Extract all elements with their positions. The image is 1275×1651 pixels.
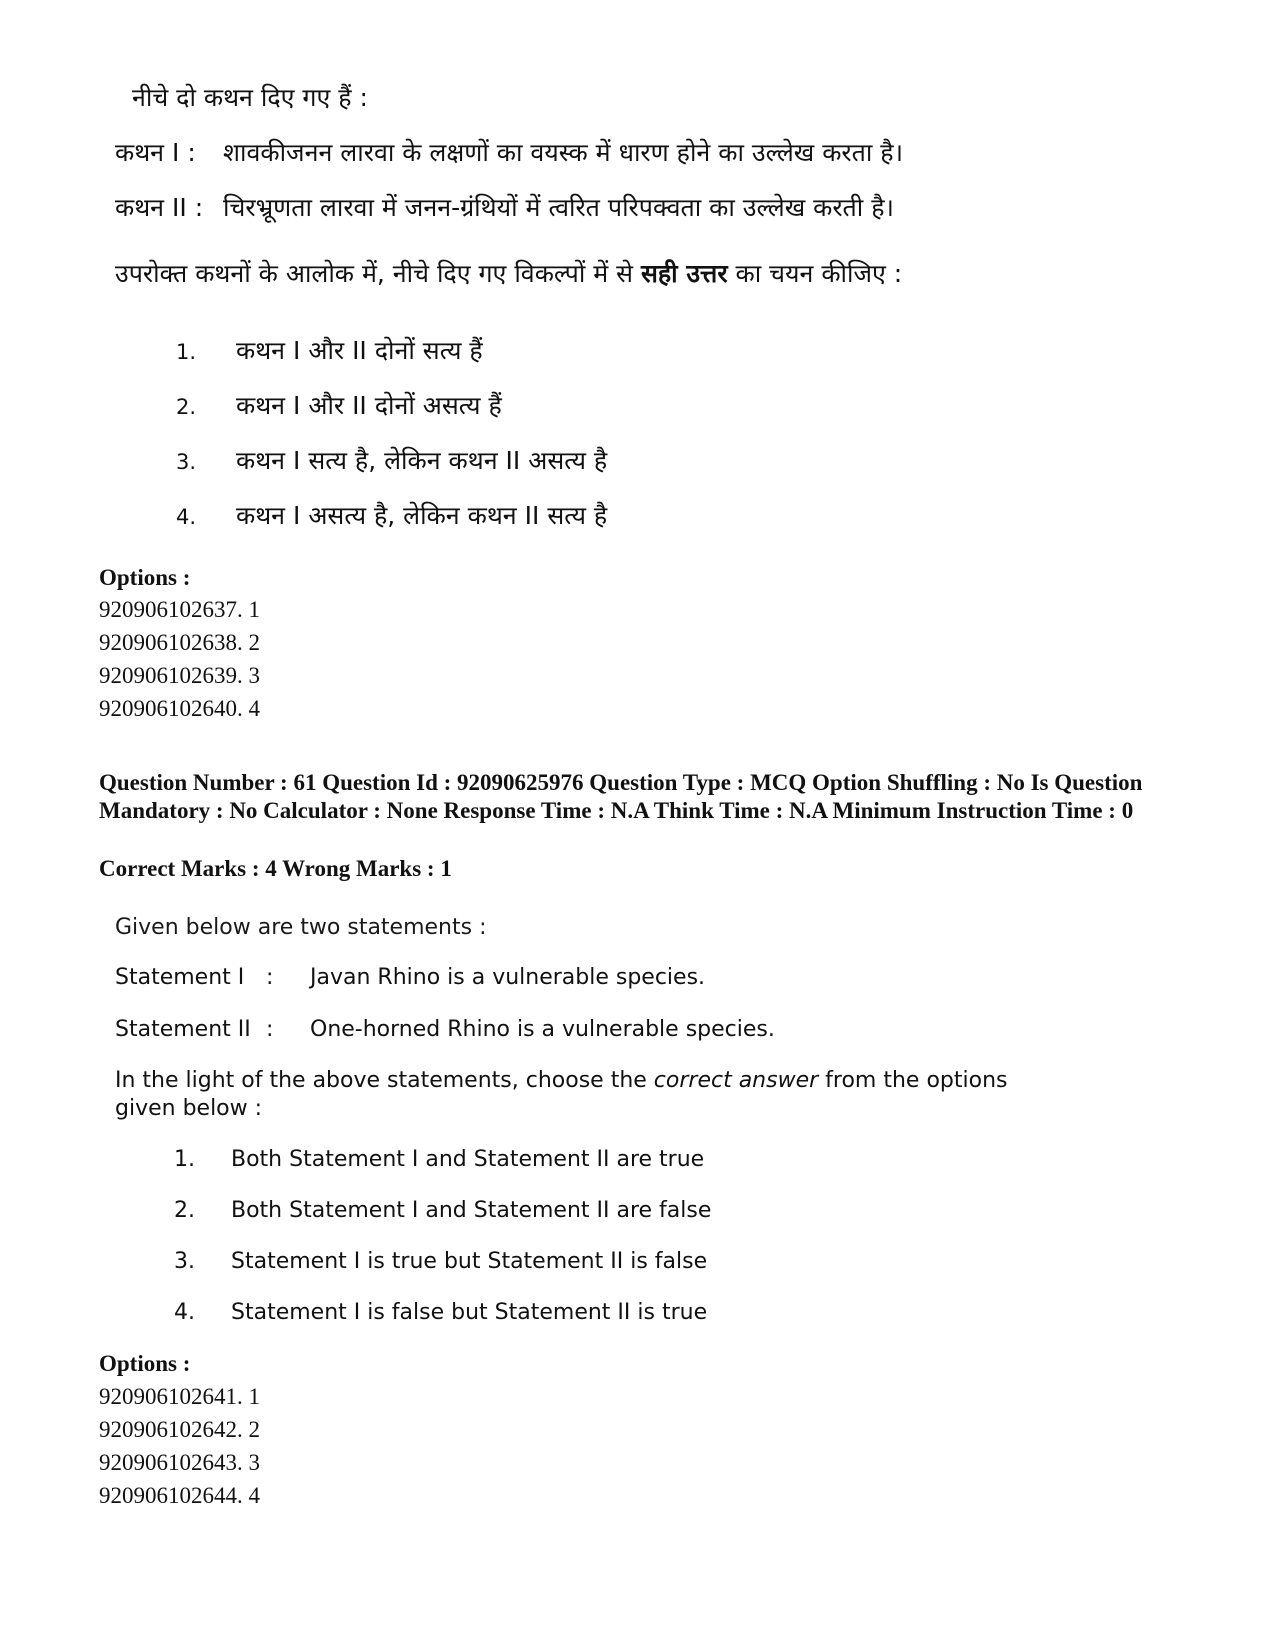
english-statement-label: Statement I <box>115 965 245 990</box>
question-metadata: Question Number : 61 Question Id : 92090625976 Question Type : MCQ Option Shuffling : No Is Question Mandatory : No Calculator : None Response Time : N.A Think Time : N.A Minimum Instruction Time : 0 <box>99 770 1143 823</box>
english-instruction-emphasis: correct answer <box>653 1068 819 1093</box>
hindi-choice-4: 4. कथन I असत्य है, लेकिन कथन II सत्य है <box>176 501 608 530</box>
english-choice-3: 3. Statement I is true but Statement II is false <box>174 1249 708 1274</box>
english-instruction: In the light of the above statements, choose the correct answer from the options given below : <box>115 1068 1008 1121</box>
english-statement-text: Javan Rhino is a vulnerable species. <box>310 965 706 990</box>
option-id-line: 920906102637. 1 <box>99 597 260 622</box>
option-id-line: 920906102639. 3 <box>99 663 260 688</box>
options-heading: Options : <box>99 1351 191 1376</box>
hindi-statement-2 <box>115 190 894 224</box>
hindi-statement-label: कथन II : <box>115 193 204 222</box>
option-id-line: 920906102644. 4 <box>99 1483 260 1508</box>
english-statement-label: Statement II <box>115 1017 251 1042</box>
english-choice-1: 1. Both Statement I and Statement II are true <box>174 1147 705 1172</box>
hindi-statement-text: शावकीजनन लारवा के लक्षणों का वयस्क में धारण होने का उल्लेख करता है। <box>223 138 904 167</box>
english-choice-4: 4. Statement I is false but Statement II is true <box>174 1300 708 1325</box>
hindi-statement-label: कथन I : <box>115 138 196 167</box>
english-statement-1: Statement I : Javan Rhino is a vulnerable species. <box>115 965 706 990</box>
hindi-choice-1: 1. कथन I और II दोनों सत्य हैं <box>176 336 483 365</box>
english-question-intro: Given below are two statements : <box>115 915 487 940</box>
option-id-line: 920906102638. 2 <box>99 630 260 655</box>
hindi-question-intro: नीचे दो कथन दिए गए हैं : <box>132 83 368 112</box>
hindi-instruction: उपरोक्त कथनों के आलोक में, नीचे दिए गए विकल्पों में से सही उत्तर का चयन कीजिए : <box>115 259 903 288</box>
option-id-line: 920906102643. 3 <box>99 1450 260 1475</box>
hindi-statement-1 <box>115 135 903 169</box>
option-id-line: 920906102640. 4 <box>99 696 260 721</box>
english-statement-text: One-horned Rhino is a vulnerable species. <box>310 1017 775 1042</box>
option-id-line: 920906102641. 1 <box>99 1384 260 1409</box>
hindi-instruction-emphasis: सही उत्तर <box>641 259 728 288</box>
options-heading: Options : <box>99 565 191 590</box>
question-marks: Correct Marks : 4 Wrong Marks : 1 <box>99 856 452 881</box>
english-choice-2: 2. Both Statement I and Statement II are false <box>174 1198 712 1223</box>
hindi-choice-2: 2. कथन I और II दोनों असत्य हैं <box>176 391 502 420</box>
option-id-line: 920906102642. 2 <box>99 1417 260 1442</box>
hindi-statement-text: चिरभ्रूणता लारवा में जनन-ग्रंथियों में त्वरित परिपक्वता का उल्लेख करती है। <box>223 193 894 222</box>
hindi-choice-3: 3. कथन I सत्य है, लेकिन कथन II असत्य है <box>176 446 608 475</box>
english-statement-2: Statement II : One-horned Rhino is a vulnerable species. <box>115 1017 775 1042</box>
